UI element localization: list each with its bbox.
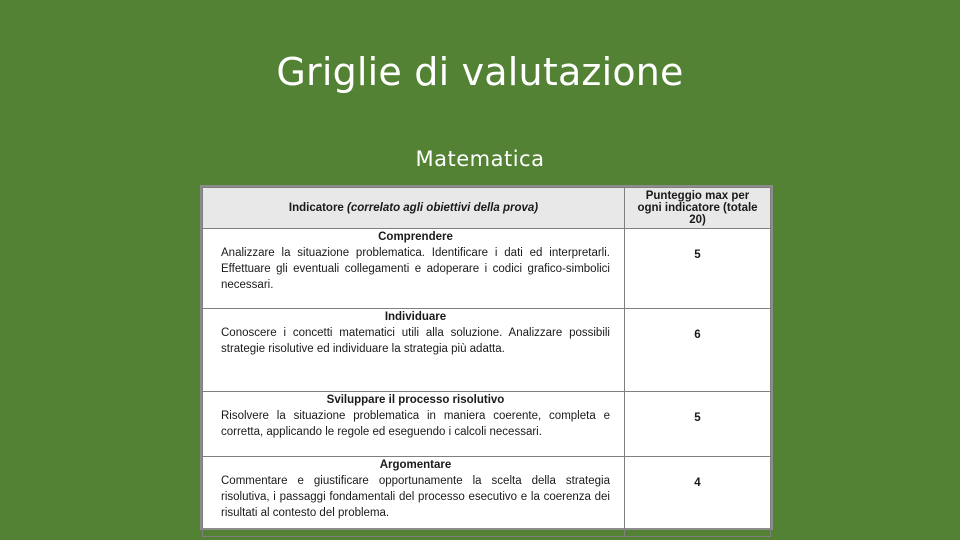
indicator-description: Risolvere la situazione problematica in maniera coerente, completa e corretta, applicando le regole ed eseguendo i calcoli necessari. — [221, 410, 610, 438]
header-indicator — [203, 188, 625, 229]
indicator-title: Sviluppare il processo risolutivo — [326, 394, 505, 406]
score-cell: 6 — [625, 309, 771, 392]
evaluation-grid-image — [200, 185, 773, 530]
indicator-cell — [203, 392, 625, 457]
header-indicator-label: Indicatore — [288, 202, 344, 214]
indicator-description: Conoscere i concetti matematici utili alla soluzione. Analizzare possibili strategie risolutive ed individuare la strategia più adatta. — [221, 327, 610, 355]
table-header-row — [203, 188, 771, 229]
evaluation-grid-table — [202, 187, 771, 537]
table-row — [203, 309, 771, 392]
score-cell: 5 — [625, 229, 771, 309]
indicator-cell — [203, 457, 625, 537]
header-indicator-note: (correlato agli obiettivi della prova) — [347, 202, 539, 214]
score-cell: 4 — [625, 457, 771, 537]
header-score: Punteggio max per ogni indicatore (totale 20) — [625, 188, 771, 229]
table-row — [203, 229, 771, 309]
indicator-cell — [203, 309, 625, 392]
indicator-description: Analizzare la situazione problematica. Identificare i dati ed interpretarli. Effettuare gli eventuali collegamenti e adoperare i codici grafico-simbolici necessari. — [221, 247, 610, 291]
slide-title: Griglie di valutazione — [276, 50, 684, 94]
indicator-cell — [203, 229, 625, 309]
score-cell: 5 — [625, 392, 771, 457]
indicator-title: Individuare — [384, 311, 447, 323]
slide-subtitle: Matematica — [415, 147, 545, 171]
indicator-title: Argomentare — [379, 459, 452, 471]
indicator-title: Comprendere — [378, 231, 453, 243]
table-row — [203, 457, 771, 537]
indicator-description: Commentare e giustificare opportunamente la scelta della strategia risolutiva, i passaggi fondamentali del processo esecutivo e la coerenza dei risultati al contesto del problema. — [221, 475, 610, 519]
table-row — [203, 392, 771, 457]
